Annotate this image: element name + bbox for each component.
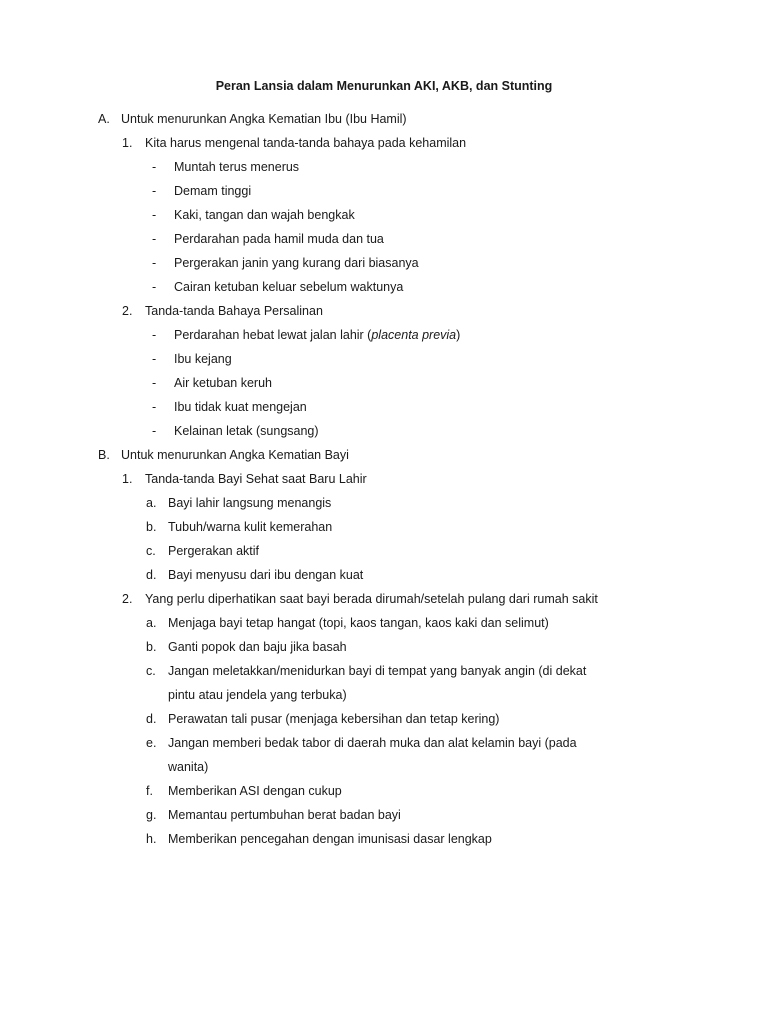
bullet-text: Pergerakan janin yang kurang dari biasanya (174, 256, 419, 270)
sub-text: Pergerakan aktif (168, 544, 260, 558)
sub-text-continuation: wanita) (168, 760, 209, 774)
dash-marker: - (152, 232, 157, 246)
dash-marker: - (152, 376, 157, 390)
bullet-text: Ibu kejang (174, 352, 232, 366)
bullet-text: Demam tinggi (174, 184, 252, 198)
dash-marker: - (152, 352, 157, 366)
sub-text: Menjaga bayi tetap hangat (topi, kaos tangan, kaos kaki dan selimut) (168, 616, 549, 630)
dash-marker: - (152, 160, 157, 174)
sub-marker: d. (146, 712, 157, 726)
dash-marker: - (152, 208, 157, 222)
dash-marker: - (152, 256, 157, 270)
sub-marker: b. (146, 520, 157, 534)
item-marker: 1. (122, 136, 133, 150)
sub-marker: f. (146, 784, 153, 798)
sub-text: Memantau pertumbuhan berat badan bayi (168, 808, 401, 822)
sub-text: Jangan meletakkan/menidurkan bayi di tempat yang banyak angin (di dekat (168, 664, 587, 678)
section-a-heading-text: Untuk menurunkan Angka Kematian Ibu (Ibu Hamil) (121, 112, 407, 126)
bullet-text: Kelainan letak (sungsang) (174, 424, 319, 438)
bullet-text: Muntah terus menerus (174, 160, 300, 174)
sub-text-continuation: pintu atau jendela yang terbuka) (168, 688, 347, 702)
item-marker: 2. (122, 304, 133, 318)
sub-marker: g. (146, 808, 157, 822)
sub-marker: h. (146, 832, 157, 846)
bullet-text-italic: placenta previa (371, 328, 457, 342)
item-text: Tanda-tanda Bayi Sehat saat Baru Lahir (145, 472, 367, 486)
sub-text: Tubuh/warna kulit kemerahan (168, 520, 333, 534)
bullet-text: Kaki, tangan dan wajah bengkak (174, 208, 355, 222)
sub-marker: e. (146, 736, 157, 750)
sub-text: Memberikan pencegahan dengan imunisasi dasar lengkap (168, 832, 492, 846)
sub-marker: a. (146, 496, 157, 510)
section-a-marker: A. (98, 112, 110, 126)
item-marker: 2. (122, 592, 133, 606)
section-b-heading-text: Untuk menurunkan Angka Kematian Bayi (121, 448, 349, 462)
dash-marker: - (152, 400, 157, 414)
sub-marker: a. (146, 616, 157, 630)
sub-marker: d. (146, 568, 157, 582)
dash-marker: - (152, 184, 157, 198)
section-b-marker: B. (98, 448, 110, 462)
document-title: Peran Lansia dalam Menurunkan AKI, AKB, dan Stunting (215, 79, 553, 93)
bullet-text (174, 327, 460, 343)
sub-marker: c. (146, 544, 156, 558)
sub-marker: b. (146, 640, 157, 654)
sub-text: Jangan memberi bedak tabor di daerah muka dan alat kelamin bayi (pada (168, 736, 577, 750)
sub-text: Bayi menyusu dari ibu dengan kuat (168, 568, 364, 582)
item-text: Kita harus mengenal tanda-tanda bahaya pada kehamilan (145, 136, 467, 150)
bullet-text: Perdarahan pada hamil muda dan tua (174, 232, 384, 246)
dash-marker: - (152, 328, 157, 342)
item-text: Yang perlu diperhatikan saat bayi berada dirumah/setelah pulang dari rumah sakit (145, 592, 598, 606)
sub-text: Ganti popok dan baju jika basah (168, 640, 347, 654)
sub-marker: c. (146, 664, 156, 678)
dash-marker: - (152, 424, 157, 438)
bullet-text-pre: Perdarahan hebat lewat jalan lahir ( (174, 328, 372, 342)
item-text: Tanda-tanda Bahaya Persalinan (145, 304, 323, 318)
sub-text: Memberikan ASI dengan cukup (168, 784, 342, 798)
bullet-text: Ibu tidak kuat mengejan (174, 400, 307, 414)
sub-text: Bayi lahir langsung menangis (168, 496, 332, 510)
sub-text: Perawatan tali pusar (menjaga kebersihan dan tetap kering) (168, 712, 500, 726)
bullet-text: Cairan ketuban keluar sebelum waktunya (174, 280, 404, 294)
dash-marker: - (152, 280, 157, 294)
bullet-text-post: ) (456, 328, 461, 342)
item-marker: 1. (122, 472, 133, 486)
bullet-text: Air ketuban keruh (174, 376, 272, 390)
